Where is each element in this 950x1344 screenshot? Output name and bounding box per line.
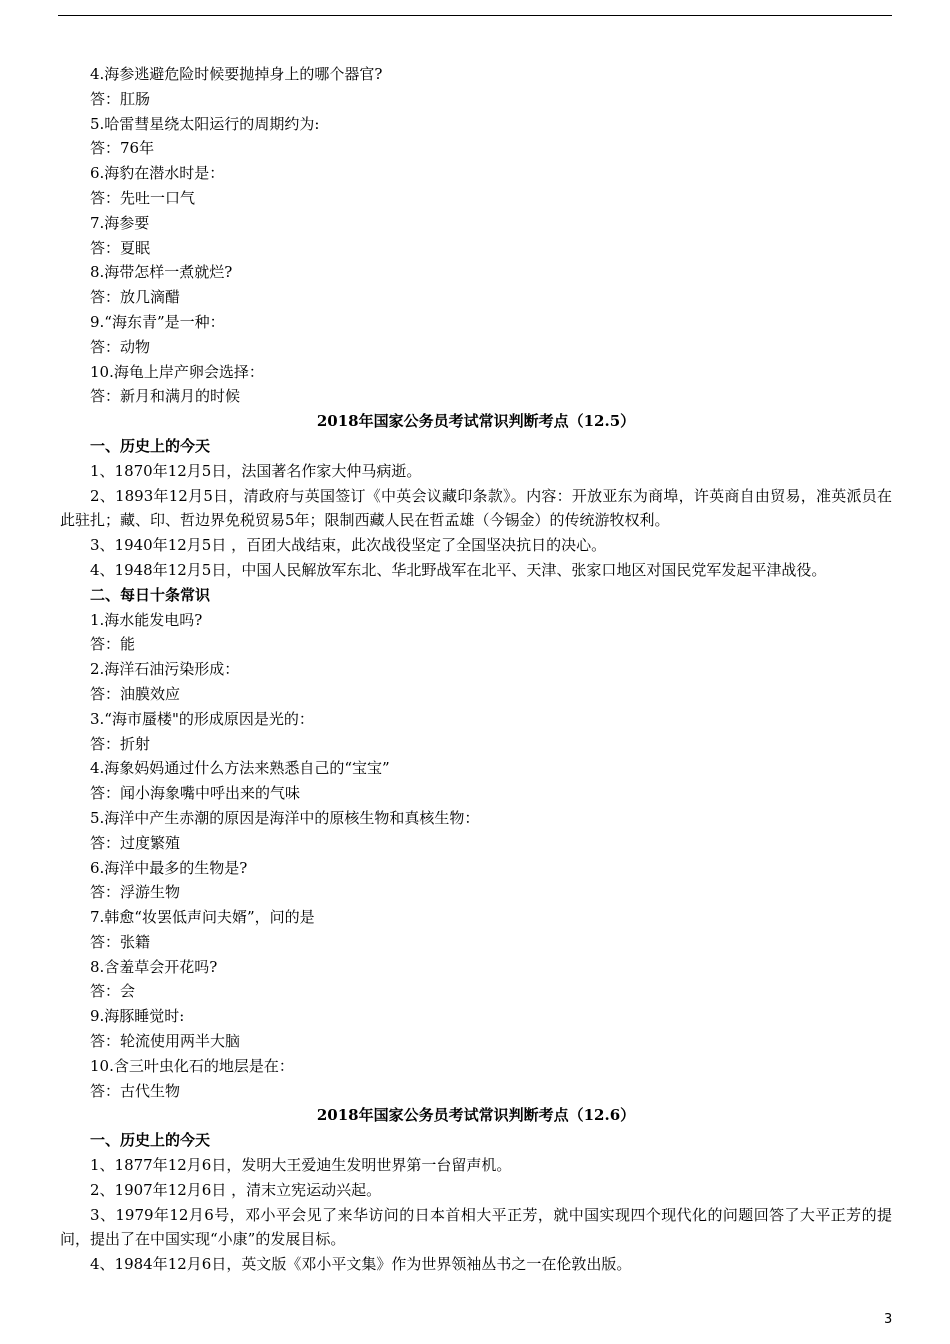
answer-line: 答：过度繁殖 bbox=[90, 833, 181, 852]
question-line: 3.“海市蜃楼"的形成原因是光的： bbox=[90, 709, 314, 728]
question-line: 6.海豹在潜水时是： bbox=[90, 164, 225, 183]
facts-heading: 二、每日十条常识 bbox=[90, 585, 211, 604]
question-line: 6.海洋中最多的生物是? bbox=[90, 858, 248, 877]
question-line: 9.海豚睡觉时: bbox=[90, 1007, 185, 1026]
history-item: 3、1940年12月5日 ，百团大战结束，此次战役坚定了全国坚决抗日的决心。 bbox=[90, 536, 607, 555]
answer-line: 答：动物 bbox=[90, 337, 151, 356]
question-line: 2.海洋石油污染形成： bbox=[90, 660, 240, 679]
answer-line: 答：夏眠 bbox=[90, 238, 151, 257]
answer-line: 答：先吐一口气 bbox=[90, 188, 196, 207]
header-rule bbox=[58, 15, 892, 16]
answer-line: 答：古代生物 bbox=[90, 1081, 181, 1100]
page-number: 3 bbox=[884, 1312, 893, 1327]
answer-line: 答：会 bbox=[90, 982, 136, 1001]
answer-line: 答：新月和满月的时候 bbox=[90, 387, 241, 406]
question-line: 7.韩愈“妆罢低声问夫婿”，问的是 bbox=[90, 908, 315, 927]
history-item: 4、1948年12月5日，中国人民解放军东北、华北野战军在北平、天津、张家口地区对国民党军发起平津战役。 bbox=[90, 560, 827, 579]
question-line: 8.海带怎样一煮就烂? bbox=[90, 263, 233, 282]
answer-line: 答：能 bbox=[90, 635, 136, 654]
answer-line: 答：76年 bbox=[90, 139, 155, 158]
question-line: 1.海水能发电吗? bbox=[90, 610, 203, 629]
answer-line: 答：油膜效应 bbox=[90, 684, 181, 703]
history-item: 4、1984年12月6日，英文版《邓小平文集》作为世界领袖丛书之一在伦敦出版。 bbox=[90, 1255, 632, 1274]
question-line: 10.海龟上岸产卵会选择： bbox=[90, 362, 264, 381]
document-body bbox=[60, 62, 892, 1277]
history-item: 3、1979年12月6号，邓小平会见了来华访问的日本首相大平正芳，就中国实现四个现代化的问题回答了大平正芳的提问，提出了在中国实现“小康”的发展目标。 bbox=[60, 1205, 892, 1249]
history-item: 1、1877年12月6日，发明大王爱迪生发明世界第一台留声机。 bbox=[90, 1156, 512, 1175]
question-line: 10.含三叶虫化石的地层是在： bbox=[90, 1056, 294, 1075]
question-line: 9.“海东青”是一种： bbox=[90, 312, 225, 331]
history-item: 1、1870年12月5日，法国著名作家大仲马病逝。 bbox=[90, 461, 422, 480]
question-line: 8.含羞草会开花吗? bbox=[90, 957, 218, 976]
question-line: 7.海参要 bbox=[90, 213, 150, 232]
answer-line: 答：折射 bbox=[90, 734, 151, 753]
history-heading: 一、历史上的今天 bbox=[90, 436, 211, 455]
history-heading: 一、历史上的今天 bbox=[90, 1131, 211, 1150]
section-title-12-6: 2018年国家公务员考试常识判断考点（12.6） bbox=[316, 1106, 636, 1125]
answer-line: 答：闻小海象嘴中呼出来的气味 bbox=[90, 784, 301, 803]
question-line: 5.海洋中产生赤潮的原因是海洋中的原核生物和真核生物： bbox=[90, 808, 480, 827]
answer-line: 答：轮流使用两半大脑 bbox=[90, 1032, 241, 1051]
answer-line: 答：肛肠 bbox=[90, 89, 151, 108]
answer-line: 答：张籍 bbox=[90, 932, 151, 951]
question-line: 4.海参逃避危险时候要抛掉身上的哪个器官? bbox=[90, 65, 383, 83]
answer-line: 答：浮游生物 bbox=[90, 883, 181, 902]
answer-line: 答：放几滴醋 bbox=[90, 288, 181, 307]
question-line: 5.哈雷彗星绕太阳运行的周期约为: bbox=[90, 114, 320, 133]
history-item: 2、1907年12月6日 ，清末立宪运动兴起。 bbox=[90, 1180, 382, 1199]
question-line: 4.海象妈妈通过什么方法来熟悉自己的“宝宝” bbox=[90, 759, 390, 778]
history-item: 2、1893年12月5日，清政府与英国签订《中英会议藏印条款》。内容：开放亚东为商埠，许英商自由贸易，准英派员在此驻扎；藏、印、哲边界免税贸易5年；限制西藏人民在哲孟雄（今锡金）的传统游牧权利。 bbox=[60, 486, 892, 530]
section-title-12-5: 2018年国家公务员考试常识判断考点（12.5） bbox=[316, 412, 636, 431]
